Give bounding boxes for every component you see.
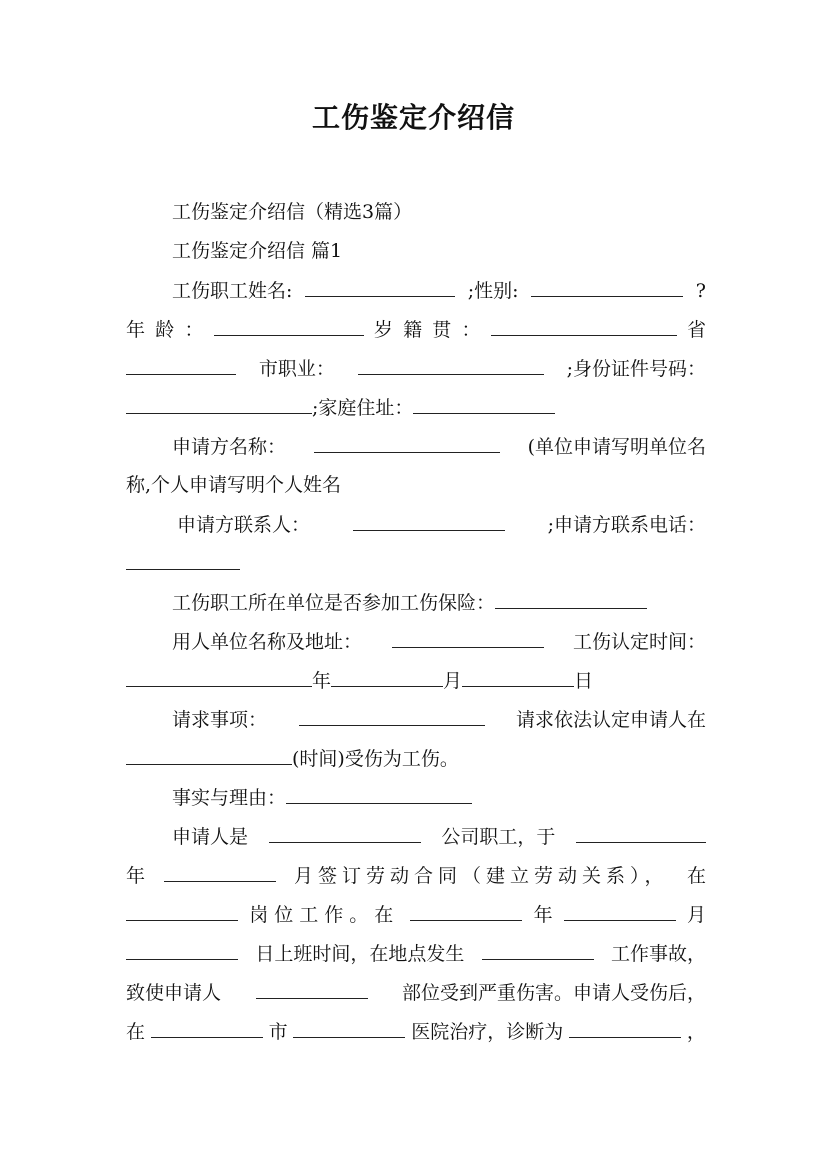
- document-title: 工伤鉴定介绍信: [311, 101, 515, 134]
- form-line-applicant-cont: [126, 473, 706, 497]
- age-unit: 岁: [373, 319, 393, 341]
- province-blank[interactable]: [491, 317, 677, 336]
- form-line-facts: [172, 785, 706, 810]
- city-blank[interactable]: [126, 356, 236, 375]
- form-line-insurance: [172, 590, 706, 615]
- job-blank[interactable]: [358, 356, 544, 375]
- position-blank[interactable]: [126, 902, 238, 921]
- name-label: 工伤职工姓名:: [172, 280, 293, 302]
- month-label: 月: [443, 670, 463, 692]
- treatment-at-label: 在: [126, 1021, 146, 1043]
- request-text-cont: (时间)受伤为工伤。: [292, 748, 459, 770]
- age-blank[interactable]: [214, 317, 364, 336]
- accident-location-blank[interactable]: [482, 941, 594, 960]
- request-label: 请求事项：: [172, 709, 268, 731]
- body-part-blank[interactable]: [256, 980, 368, 999]
- job-label: 市职业：: [258, 358, 335, 380]
- address-label: ;家庭住址：: [312, 397, 414, 419]
- form-line-injury: [126, 980, 706, 1005]
- contact-blank[interactable]: [353, 512, 505, 531]
- contract-year-blank[interactable]: [576, 824, 706, 843]
- contract-month-blank[interactable]: [164, 863, 276, 882]
- age-colon: ：: [184, 319, 204, 341]
- form-line-request: [172, 707, 706, 732]
- applicant-note-cont: 称,个人申请写明个人姓名: [126, 474, 342, 496]
- native-label-1: 籍: [403, 319, 423, 341]
- form-line-request-cont: [126, 746, 706, 771]
- contract-text: 月签订劳动合同（建立劳动关系），: [293, 865, 669, 887]
- id-blank[interactable]: [126, 395, 312, 414]
- section-heading: [172, 239, 706, 263]
- facts-label: 事实与理由：: [172, 787, 287, 809]
- city-label: 市: [268, 1021, 288, 1043]
- contact-label: 申请方联系人：: [177, 514, 311, 536]
- company-blank[interactable]: [269, 824, 421, 843]
- form-line-date: [126, 668, 706, 693]
- form-line-address: [126, 395, 706, 420]
- native-label-2: 贯: [432, 319, 452, 341]
- form-line-incident: [126, 941, 706, 966]
- trailing-comma: ，: [686, 1021, 706, 1043]
- gender-label: ;性别:: [467, 280, 519, 302]
- position-text: 岗位工作。在: [249, 904, 400, 926]
- incident-month-blank[interactable]: [564, 902, 676, 921]
- diagnosis-label: 医院治疗，诊断为: [411, 1021, 564, 1043]
- collection-title: 工伤鉴定介绍信（精选3篇）: [172, 201, 413, 223]
- at-label: 在: [686, 865, 706, 887]
- address-blank[interactable]: [413, 395, 555, 414]
- gender-blank[interactable]: [531, 278, 683, 297]
- form-line-position: [126, 902, 706, 927]
- recognition-time-label: 工伤认定时间：: [572, 631, 706, 653]
- age-label-1: 年: [126, 319, 146, 341]
- facts-blank[interactable]: [286, 785, 472, 804]
- injury-text: 部位受到严重伤害。申请人受伤后，: [401, 982, 706, 1004]
- form-line-employer: [172, 629, 706, 654]
- form-line-treatment: [126, 1019, 706, 1044]
- employer-label: 用人单位名称及地址：: [172, 631, 363, 653]
- native-colon: ：: [461, 319, 481, 341]
- request-time-blank[interactable]: [126, 746, 292, 765]
- request-blank[interactable]: [299, 707, 485, 726]
- employer-blank[interactable]: [392, 629, 544, 648]
- contract-year-label: 年: [126, 865, 146, 887]
- applicant-blank[interactable]: [314, 434, 500, 453]
- injury-label: 致使申请人: [126, 982, 222, 1004]
- year-label: 年: [312, 670, 332, 692]
- phone-label: ;申请方联系电话：: [547, 514, 706, 536]
- request-text: 请求依法认定申请人在: [515, 709, 706, 731]
- hospital-blank[interactable]: [293, 1019, 405, 1038]
- subtitle-line: [172, 200, 706, 224]
- form-line-contact: [177, 512, 706, 537]
- applicant-note: (单位申请写明单位名: [527, 436, 706, 458]
- form-line-applicant: [172, 434, 706, 459]
- id-label: ;身份证件号码：: [566, 358, 706, 380]
- accident-text: 工作事故，: [610, 943, 706, 965]
- incident-month-label: 月: [686, 904, 706, 926]
- applicant-label: 申请方名称：: [172, 436, 287, 458]
- age-label-2: 龄: [155, 319, 175, 341]
- incident-year-blank[interactable]: [410, 902, 522, 921]
- name-blank[interactable]: [305, 278, 455, 297]
- diagnosis-blank[interactable]: [569, 1019, 681, 1038]
- insurance-blank[interactable]: [495, 590, 647, 609]
- form-line-name-gender: [172, 278, 706, 303]
- incident-day-blank[interactable]: [126, 941, 238, 960]
- month-blank[interactable]: [331, 668, 443, 687]
- treatment-city-blank[interactable]: [151, 1019, 263, 1038]
- form-line-age: [126, 317, 706, 342]
- applicant-is-label: 申请人是: [172, 826, 249, 848]
- form-line-city-job: [126, 356, 706, 381]
- company-staff-label: 公司职工，于: [441, 826, 556, 848]
- form-line-phone: [126, 551, 706, 576]
- phone-blank[interactable]: [126, 551, 240, 570]
- year-blank[interactable]: [126, 668, 312, 687]
- question-mark: ?: [695, 280, 706, 302]
- day-label: 日: [574, 670, 594, 692]
- province-label: 省: [686, 319, 706, 341]
- form-line-contract: [126, 863, 706, 888]
- incident-year-label: 年: [533, 904, 553, 926]
- insurance-label: 工伤职工所在单位是否参加工伤保险：: [172, 592, 496, 614]
- section-title: 工伤鉴定介绍信 篇1: [172, 240, 343, 262]
- incident-text: 日上班时间，在地点发生: [255, 943, 465, 965]
- form-line-company: [172, 824, 706, 849]
- day-blank[interactable]: [462, 668, 574, 687]
